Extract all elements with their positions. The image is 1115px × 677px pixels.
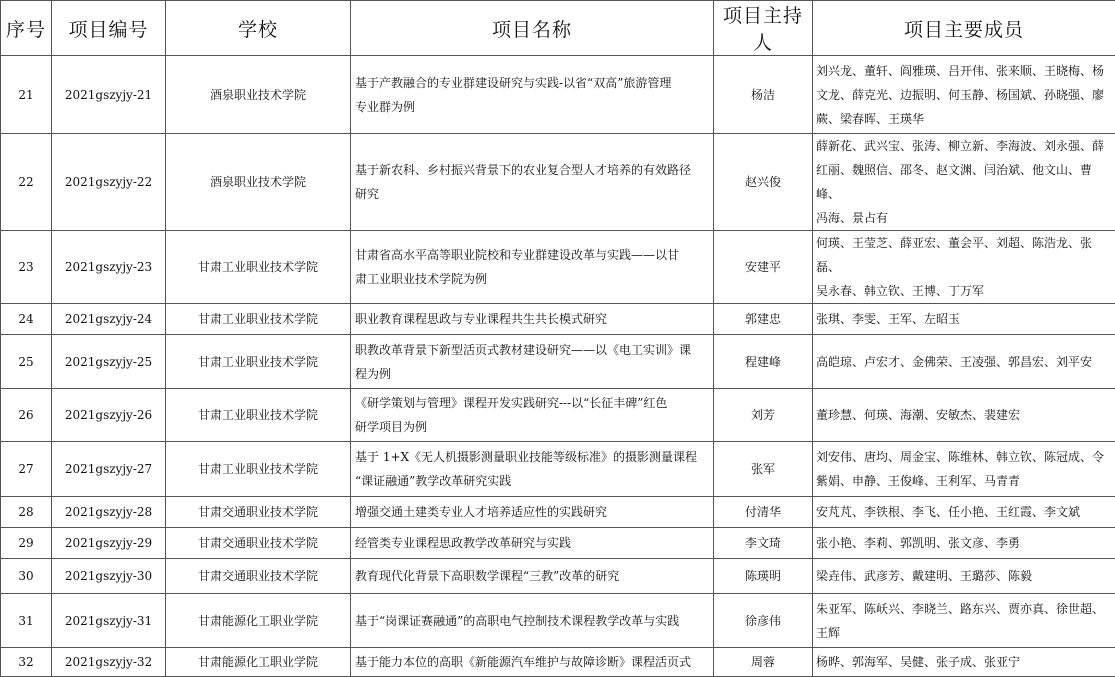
cell-project-name [351,134,714,231]
header-no: 序号 [1,1,52,56]
header-row [1,1,1115,56]
cell-members [813,231,1115,304]
table-row [1,559,1115,594]
cell-host: 周蓉 [714,648,813,677]
cell-code: 2021gszyjy-28 [52,497,166,528]
project-name-line: “课证融通”教学改革研究实践 [355,469,711,493]
cell-code: 2021gszyjy-32 [52,648,166,677]
members-line: 王辉 [816,621,1113,645]
cell-members [813,134,1115,231]
cell-code: 2021gszyjy-23 [52,231,166,304]
project-name-line: 经管类专业课程思政教学改革研究与实践 [355,531,711,555]
cell-members [813,304,1115,335]
table-row [1,231,1115,304]
cell-members [813,497,1115,528]
project-name-line: 基于能力本位的高职《新能源汽车维护与故障诊断》课程活页式 [355,650,711,674]
cell-school: 甘肃工业职业技术学院 [166,231,351,304]
cell-project-name [351,528,714,559]
table-row [1,528,1115,559]
cell-code: 2021gszyjy-29 [52,528,166,559]
cell-host: 陈瑛明 [714,559,813,594]
header-name: 项目名称 [351,1,714,56]
project-name-line: 研学项目为例 [355,415,711,439]
table-row [1,497,1115,528]
members-line: 紫娟、申静、王俊峰、王利军、马青青 [816,469,1113,493]
project-name-line: 基于新农科、乡村振兴背景下的农业复合型人才培养的有效路径 [355,158,711,182]
header-code: 项目编号 [52,1,166,56]
members-line: 杨晔、郭海军、吴健、张子成、张亚宁 [816,650,1113,674]
cell-project-name [351,648,714,677]
members-line: 刘安伟、唐均、周金宝、陈维林、韩立钦、陈冠成、令 [816,445,1113,469]
cell-school: 甘肃工业职业技术学院 [166,335,351,389]
cell-code: 2021gszyjy-21 [52,56,166,134]
cell-members [813,389,1115,442]
members-line: 吴永春、韩立钦、王博、丁万军 [816,279,1113,303]
cell-project-name [351,442,714,497]
cell-project-name [351,335,714,389]
cell-code: 2021gszyjy-30 [52,559,166,594]
cell-host: 张军 [714,442,813,497]
members-line: 张琪、李雯、王军、左昭玉 [816,307,1113,331]
cell-school: 甘肃交通职业技术学院 [166,528,351,559]
header-school: 学校 [166,1,351,56]
members-line: 蕨、梁春晖、王瑛华 [816,107,1113,131]
cell-no: 30 [1,559,52,594]
cell-code: 2021gszyjy-25 [52,335,166,389]
members-line: 安芃芃、李铁根、李飞、任小艳、王红霞、李文斌 [816,500,1113,524]
cell-school: 甘肃能源化工职业学院 [166,594,351,648]
cell-host: 徐彦伟 [714,594,813,648]
cell-host: 安建平 [714,231,813,304]
members-line: 红丽、魏照信、邵冬、赵文渊、闫治斌、他文山、曹峰、 [816,158,1113,206]
cell-school: 甘肃工业职业技术学院 [166,442,351,497]
project-name-line: 基于产教融合的专业群建设研究与实践-以省“双高”旅游管理 [355,71,711,95]
cell-members [813,335,1115,389]
table-body [1,56,1115,677]
cell-school: 酒泉职业技术学院 [166,56,351,134]
table-row [1,389,1115,442]
cell-school: 甘肃能源化工职业学院 [166,648,351,677]
project-name-line: 基于 1+X《无人机摄影测量职业技能等级标准》的摄影测量课程 [355,445,711,469]
cell-school: 酒泉职业技术学院 [166,134,351,231]
cell-no: 25 [1,335,52,389]
cell-members [813,442,1115,497]
members-line: 高皑琼、卢宏才、金佛荣、王凌强、郭昌宏、刘平安 [816,350,1113,374]
members-line: 薛新花、武兴宝、张涛、柳立新、李海波、刘永强、薛 [816,134,1113,158]
project-name-line: 甘肃省高水平高等职业院校和专业群建设改革与实践——以甘 [355,243,711,267]
cell-no: 29 [1,528,52,559]
project-name-line: 《研学策划与管理》课程开发实践研究---以“长征丰碑”红色 [355,391,711,415]
cell-host: 赵兴俊 [714,134,813,231]
header-members: 项目主要成员 [813,1,1115,56]
cell-project-name [351,231,714,304]
table-row [1,442,1115,497]
cell-members [813,56,1115,134]
cell-host: 李文琦 [714,528,813,559]
cell-no: 32 [1,648,52,677]
project-name-line: 程为例 [355,362,711,386]
cell-project-name [351,497,714,528]
cell-members [813,559,1115,594]
project-name-line: 职业教育课程思政与专业课程共生共长模式研究 [355,307,711,331]
table-row [1,648,1115,677]
table-row [1,594,1115,648]
cell-members [813,528,1115,559]
members-line: 张小艳、李莉、郭凯明、张文彦、李勇 [816,531,1113,555]
cell-host: 郭建忠 [714,304,813,335]
cell-school: 甘肃交通职业技术学院 [166,559,351,594]
cell-project-name [351,594,714,648]
table-row [1,56,1115,134]
cell-code: 2021gszyjy-27 [52,442,166,497]
header-host: 项目主持人 [714,1,813,56]
cell-no: 24 [1,304,52,335]
project-name-line: 职教改革背景下新型活页式教材建设研究——以《电工实训》课 [355,338,711,362]
members-line: 董珍慧、何瑛、海潮、安敏杰、裴建宏 [816,403,1113,427]
cell-school: 甘肃交通职业技术学院 [166,497,351,528]
cell-host: 付清华 [714,497,813,528]
table-row [1,304,1115,335]
cell-no: 21 [1,56,52,134]
members-line: 朱亚军、陈岆兴、李晓兰、路东兴、贾亦真、徐世超、 [816,597,1113,621]
cell-project-name [351,559,714,594]
cell-members [813,648,1115,677]
cell-project-name [351,389,714,442]
members-line: 何瑛、王莹芝、薛亚宏、董会平、刘超、陈浩龙、张磊、 [816,231,1113,279]
cell-no: 27 [1,442,52,497]
cell-code: 2021gszyjy-31 [52,594,166,648]
cell-no: 22 [1,134,52,231]
cell-members [813,594,1115,648]
cell-code: 2021gszyjy-26 [52,389,166,442]
project-name-line: 基于“岗课证赛融通”的高职电气控制技术课程教学改革与实践 [355,609,711,633]
cell-host: 刘芳 [714,389,813,442]
members-line: 梁垚伟、武彦芳、戴建明、王璐莎、陈毅 [816,564,1113,588]
members-line: 冯海、景占有 [816,206,1113,230]
project-name-line: 研究 [355,182,711,206]
cell-code: 2021gszyjy-22 [52,134,166,231]
cell-host: 程建峰 [714,335,813,389]
cell-project-name [351,56,714,134]
cell-no: 23 [1,231,52,304]
cell-host: 杨洁 [714,56,813,134]
cell-no: 28 [1,497,52,528]
project-name-line: 专业群为例 [355,95,711,119]
cell-no: 26 [1,389,52,442]
cell-school: 甘肃工业职业技术学院 [166,389,351,442]
project-name-line: 增强交通土建类专业人才培养适应性的实践研究 [355,500,711,524]
members-line: 刘兴龙、董轩、阎雅瑛、吕开伟、张来顺、王晓梅、杨 [816,59,1113,83]
project-name-line: 肃工业职业技术学院为例 [355,267,711,291]
cell-code: 2021gszyjy-24 [52,304,166,335]
table-row [1,335,1115,389]
members-line: 文龙、薛克光、边振明、何玉静、杨国斌、孙晓强、廖 [816,83,1113,107]
cell-no: 31 [1,594,52,648]
cell-school: 甘肃工业职业技术学院 [166,304,351,335]
cell-project-name [351,304,714,335]
table-row [1,134,1115,231]
project-name-line: 教育现代化背景下高职数学课程“三教”改革的研究 [355,564,711,588]
